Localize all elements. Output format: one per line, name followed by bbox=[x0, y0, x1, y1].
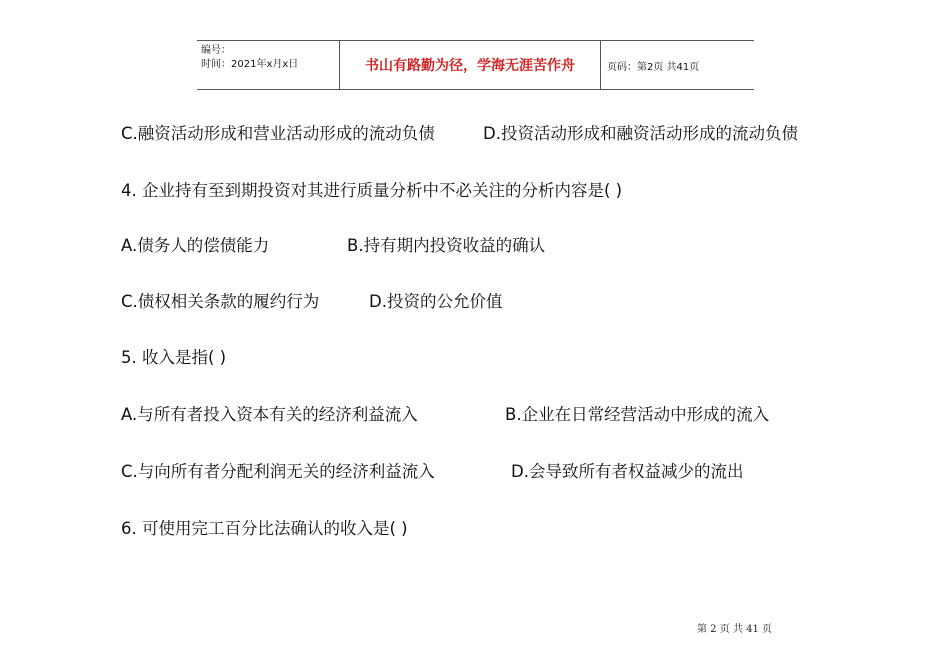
time-label: 时间：2021年x月x日 bbox=[201, 59, 299, 70]
question-line bbox=[121, 461, 744, 483]
option-text: B.企业在日常经营活动中形成的流入 bbox=[505, 405, 770, 424]
question-line bbox=[121, 291, 503, 313]
question-line bbox=[121, 180, 622, 202]
header-motto: 书山有路勤为径，学海无涯苦作舟 bbox=[340, 41, 601, 89]
option-text: D.投资的公允价值 bbox=[369, 292, 503, 311]
header-page-info: 页码：第2页 共41页 bbox=[607, 61, 700, 73]
option-text: C.与向所有者分配利润无关的经济利益流入 bbox=[121, 462, 435, 481]
option-text: D.投资活动形成和融资活动形成的流动负债 bbox=[483, 124, 798, 143]
option-text: A.债务人的偿债能力 bbox=[121, 236, 270, 255]
option-text: A.与所有者投入资本有关的经济利益流入 bbox=[121, 405, 418, 424]
page-footer: 第 2 页 共 41 页 bbox=[697, 624, 772, 635]
question-line bbox=[121, 518, 408, 540]
question-line bbox=[121, 123, 798, 145]
option-text: B.持有期内投资收益的确认 bbox=[347, 236, 546, 255]
question-text: 4. 企业持有至到期投资对其进行质量分析中不必关注的分析内容是( ) bbox=[121, 181, 623, 200]
option-text: D.会导致所有者权益减少的流出 bbox=[511, 462, 744, 481]
option-text: C.融资活动形成和营业活动形成的流动负债 bbox=[121, 124, 435, 143]
page-header bbox=[197, 40, 754, 90]
question-line bbox=[121, 235, 546, 257]
question-text: 6. 可使用完工百分比法确认的收入是( ) bbox=[121, 519, 408, 538]
number-label: 编号： bbox=[201, 45, 231, 56]
header-meta bbox=[197, 41, 340, 89]
question-line bbox=[121, 404, 770, 426]
option-text: C.债权相关条款的履约行为 bbox=[121, 292, 320, 311]
question-line bbox=[121, 347, 226, 369]
question-text: 5. 收入是指( ) bbox=[121, 348, 227, 367]
